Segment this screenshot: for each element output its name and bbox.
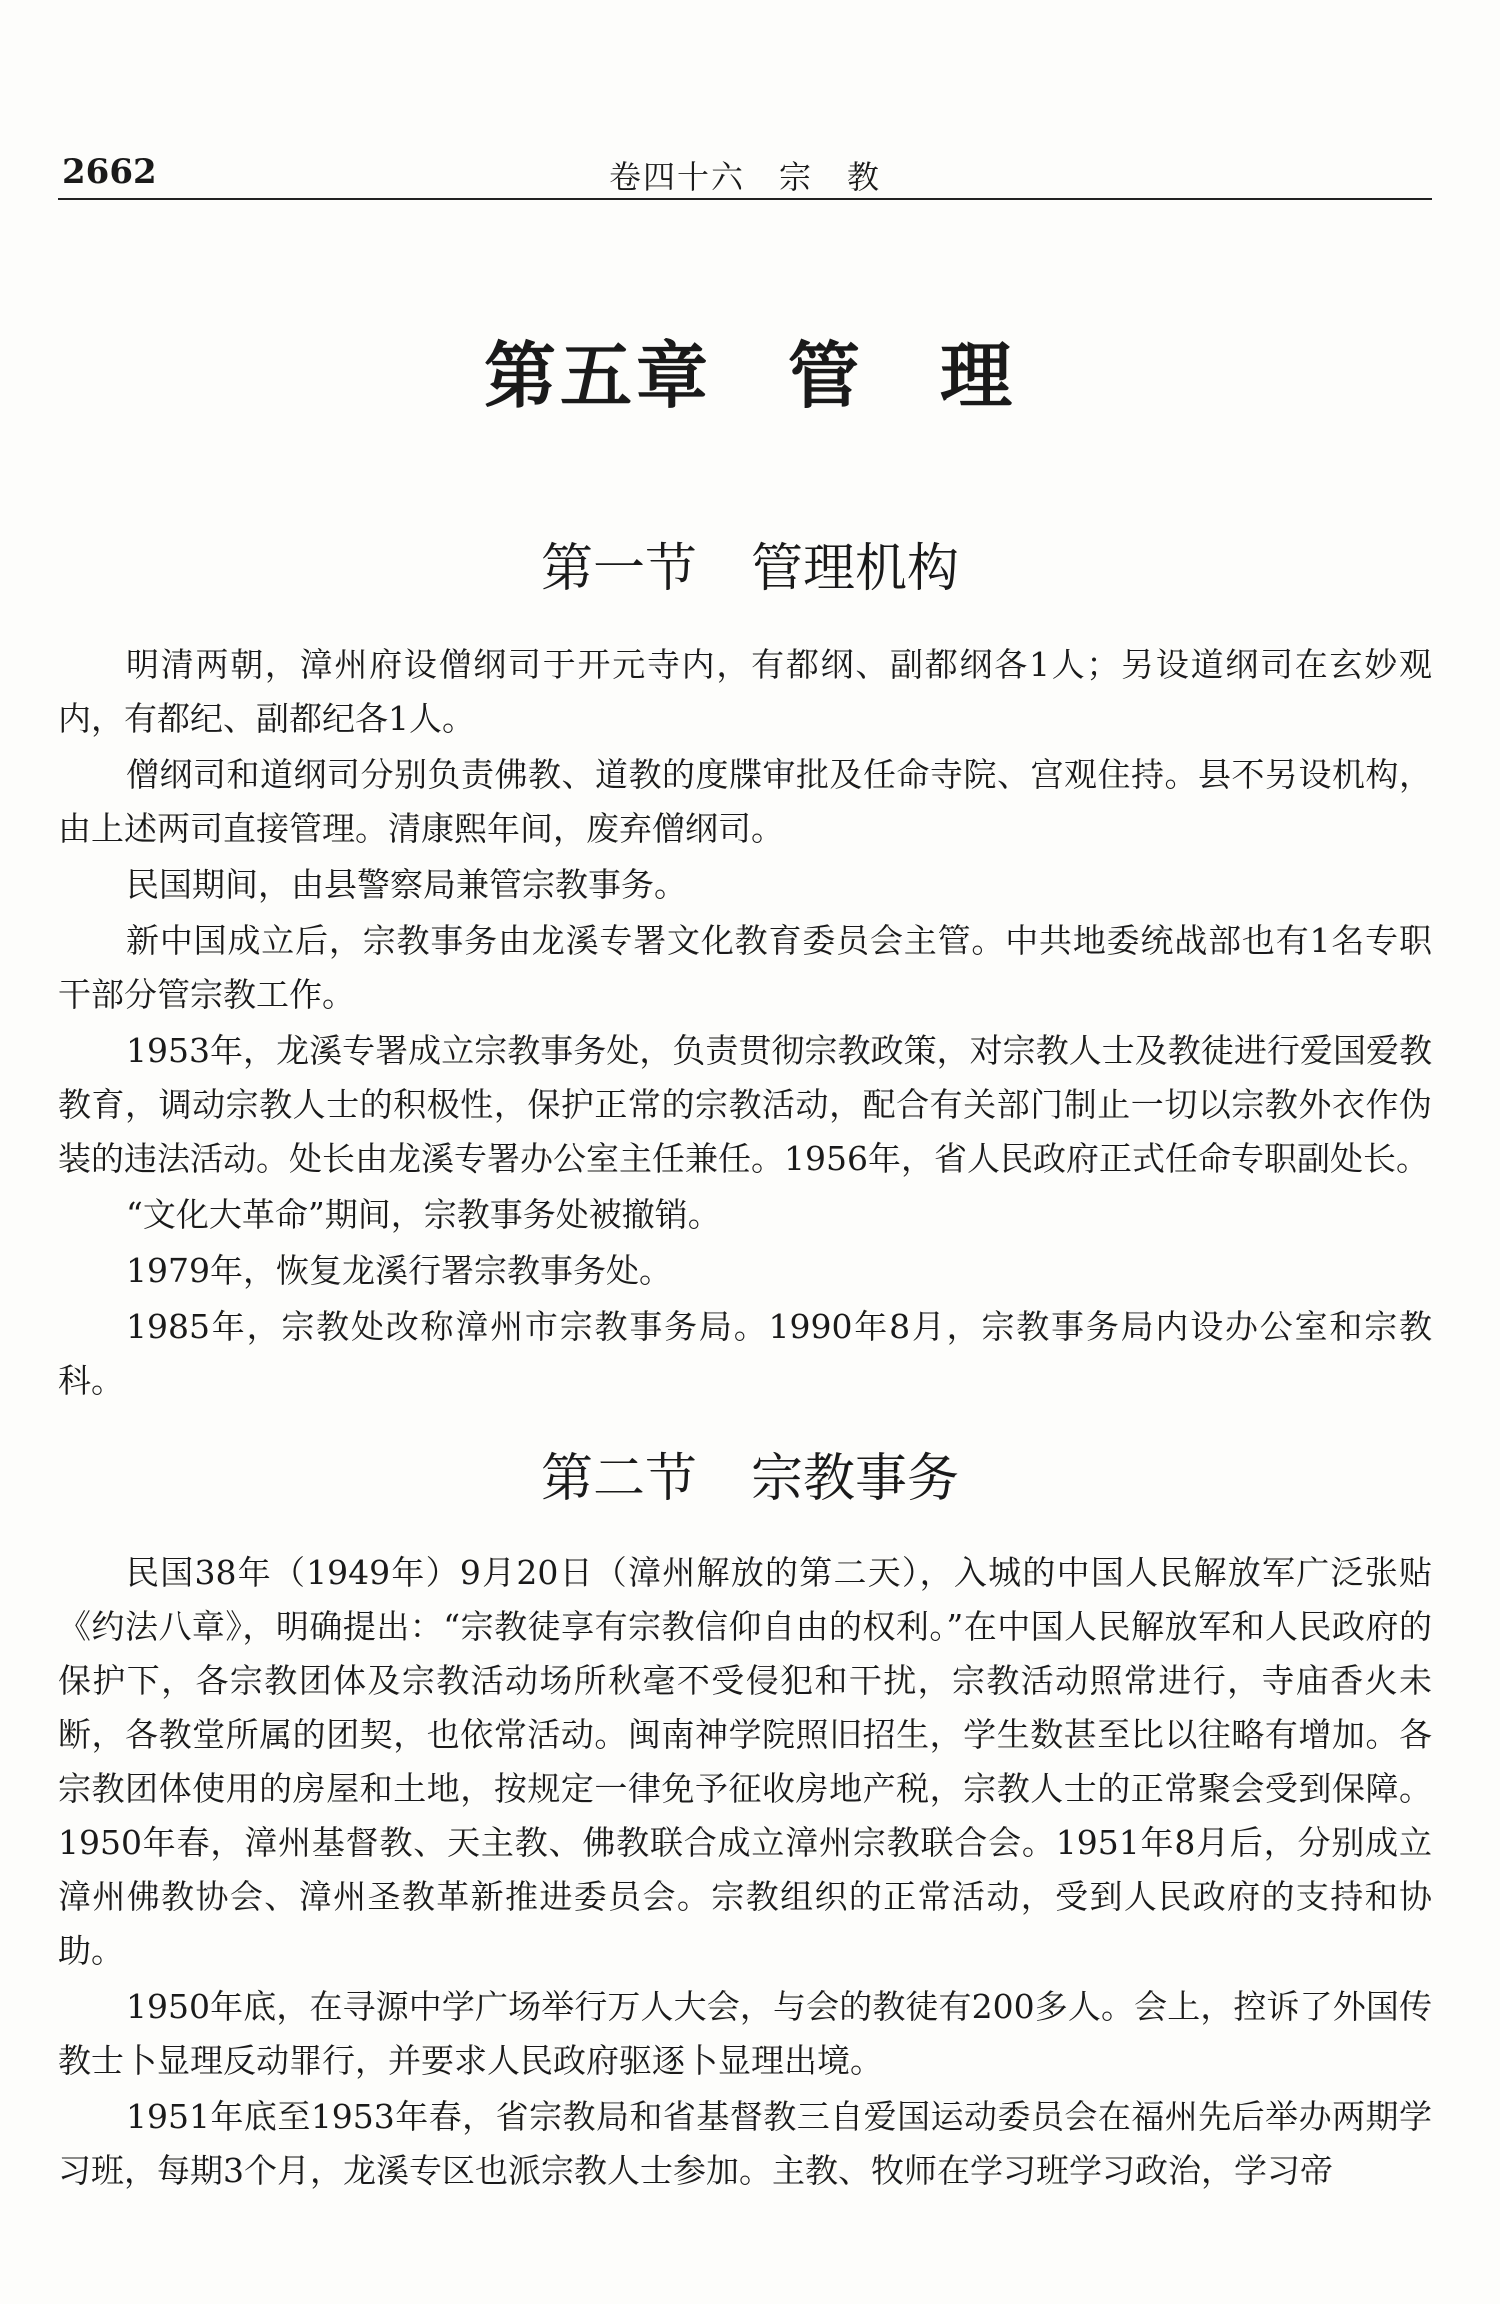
paragraph: 1979年，恢复龙溪行署宗教事务处。 <box>126 1251 672 1290</box>
section-name: 管理机构 <box>751 539 960 599</box>
paragraph: 1950年底，在寻源中学广场举行万人大会，与会的教徒有200多人。会上，控诉了外国传教士卜显理反动罪行，并要求人民政府驱逐卜显理出境。 <box>58 1987 1432 2080</box>
paragraph: 1985年，宗教处改称漳州市宗教事务局。1990年8月，宗教事务局内设办公室和宗教科。 <box>58 1307 1432 1400</box>
section-title <box>0 1436 1500 1511</box>
paragraph: 新中国成立后，宗教事务由龙溪专署文化教育委员会主管。中共地委统战部也有1名专职干部分管宗教工作。 <box>58 921 1432 1014</box>
section-body <box>58 1546 1432 2200</box>
paragraph: 明清两朝，漳州府设僧纲司于开元寺内，有都纲、副都纲各1人；另设道纲司在玄妙观内，有都纪、副都纪各1人。 <box>58 645 1432 738</box>
section-name: 宗教事务 <box>751 1449 960 1509</box>
page-number: 2662 <box>62 152 157 192</box>
paragraph: 民国期间，由县警察局兼管宗教事务。 <box>126 865 687 904</box>
section-body <box>58 638 1432 1410</box>
paragraph: 民国38年（1949年）9月20日（漳州解放的第二天），入城的中国人民解放军广泛张贴《约法八章》，明确提出：“宗教徒享有宗教信仰自由的权利。”在中国人民解放军和人民政府的保护下，各宗教团体及宗教活动场所秋毫不受侵犯和干扰，宗教活动照常进行，寺庙香火未断，各教堂所属的团契，也依常活动。闽南神学院照旧招生，学生数甚至比以往略有增加。各宗教团体使用的房屋和土地，按规定一律免予征收房地产税，宗教人士的正常聚会受到保障。1950年春，漳州基督教、天主教、佛教联合成立漳州宗教联合会。1951年8月后，分别成立漳州佛教协会、漳州圣教革新推进委员会。宗教组织的正常活动，受到人民政府的支持和协助。 <box>58 1553 1432 1970</box>
section-number: 第一节 <box>540 539 697 599</box>
paragraph: 僧纲司和道纲司分别负责佛教、道教的度牒审批及任命寺院、宫观住持。县不另设机构，由上述两司直接管理。清康熙年间，废弃僧纲司。 <box>58 755 1432 848</box>
paragraph: 1953年，龙溪专署成立宗教事务处，负责贯彻宗教政策，对宗教人士及教徒进行爱国爱教教育，调动宗教人士的积极性，保护正常的宗教活动，配合有关部门制止一切以宗教外衣作伪装的违法活动。处长由龙溪专署办公室主任兼任。1956年，省人民政府正式任命专职副处长。 <box>58 1031 1432 1178</box>
section-number: 第二节 <box>540 1449 697 1509</box>
section-title <box>0 526 1500 601</box>
header-title: 卷四十六 宗 教 <box>608 158 881 196</box>
paragraph: 1951年底至1953年春，省宗教局和省基督教三自爱国运动委员会在福州先后举办两期学习班，每期3个月，龙溪专区也派宗教人士参加。主教、牧师在学习班学习政治，学习帝 <box>58 2097 1432 2190</box>
chapter-title: 第五章 管 理 <box>483 334 1016 418</box>
paragraph: “文化大革命”期间，宗教事务处被撤销。 <box>126 1195 721 1234</box>
running-header <box>58 148 1432 200</box>
